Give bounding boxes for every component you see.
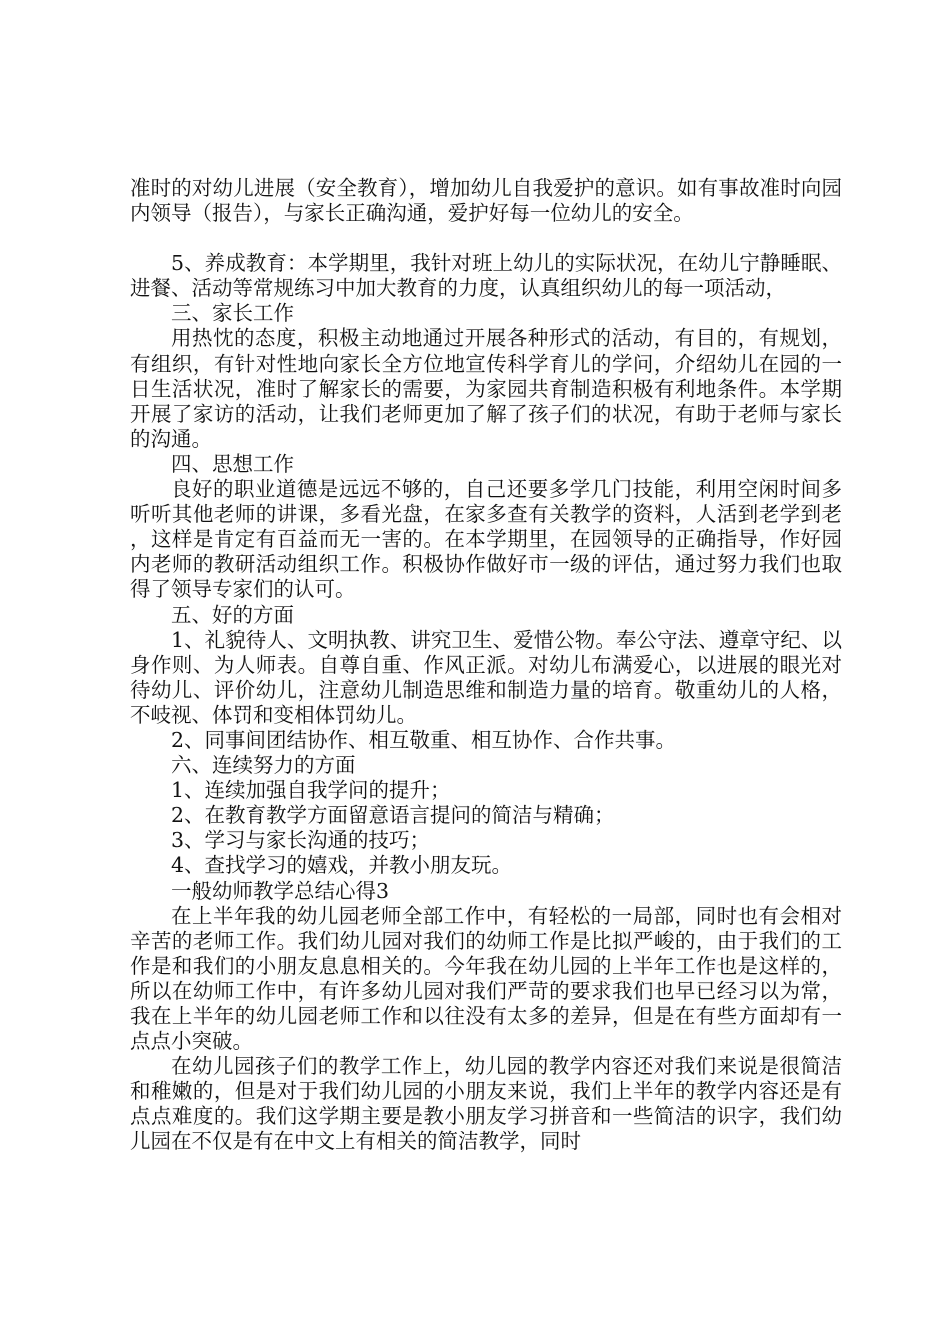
paragraph-ideological-work: 良好的职业道德是远远不够的，自己还要多学几门技能，利用空闲时间多听听其他老师的讲课，多看光盘，在家多查有关教学的资料，人活到老学到老，这样是肯定有百益而无一害的。在本学期里，在园领导的正确指导，作好园内老师的教研活动组织工作。积极协作做好市一级的评估，通过努力我们也取得了领导专家们的认可。	[130, 477, 842, 602]
paragraph-gap	[130, 226, 842, 251]
paragraph-parent-work: 用热忱的态度，积极主动地通过开展各种形式的活动，有目的，有规划，有组织，有针对性地向家长全方位地宣传科学育儿的学问，介绍幼儿在园的一日生活状况，准时了解家长的需要，为家园共育制造积极有利地条件。本学期开展了家访的活动，让我们老师更加了解了孩子们的状况，有助于老师与家长的沟通。	[130, 326, 842, 451]
list-item-effort-4: 4、查找学习的嬉戏，并教小朋友玩。	[171, 853, 513, 878]
heading-parent-work: 三、家长工作	[171, 301, 294, 326]
paragraph-habit-education: 5、养成教育：本学期里，我针对班上幼儿的实际状况，在幼儿宁静睡眠、进餐、活动等常规练习中加大教育的力度，认真组织幼儿的每一项活动，	[130, 251, 842, 301]
paragraph-good-aspect-1: 1、礼貌待人、文明执教、讲究卫生、爱惜公物。奉公守法、遵章守纪、以身作则、为人师表。自尊自重、作风正派。对幼儿布满爱心，以进展的眼光对待幼儿、评价幼儿，注意幼儿制造思维和制造力量的培育。敬重幼儿的人格，不岐视、体罚和变相体罚幼儿。	[130, 627, 842, 727]
heading-continued-efforts: 六、连续努力的方面	[171, 753, 356, 778]
heading-good-aspects: 五、好的方面	[171, 602, 294, 627]
list-item-effort-2: 2、在教育教学方面留意语言提问的简洁与精确；	[171, 803, 615, 828]
list-item-effort-3: 3、学习与家长沟通的技巧；	[171, 828, 431, 853]
section-title-summary-3: 一般幼师教学总结心得3	[171, 878, 390, 903]
paragraph-good-aspect-2: 2、同事间团结协作、相互敬重、相互协作、合作共事。	[171, 727, 677, 752]
paragraph-first-half-work: 在上半年我的幼儿园老师全部工作中，有轻松的一局部，同时也有会相对辛苦的老师工作。我们幼儿园对我们的幼师工作是比拟严峻的，由于我们的工作是和我们的小朋友息息相关的。今年我在幼儿园的上半年工作也是这样的，所以在幼师工作中，有许多幼儿园对我们严苛的要求我们也早已经习以为常，我在上半年的幼儿园老师工作和以往没有太多的差异，但是在有些方面却有一点点小突破。	[130, 903, 842, 1054]
document-body	[130, 176, 842, 1155]
heading-ideological-work: 四、思想工作	[171, 451, 294, 476]
paragraph-teaching-content: 在幼儿园孩子们的教学工作上，幼儿园的教学内容还对我们来说是很简洁和稚嫩的，但是对于我们幼儿园的小朋友来说，我们上半年的教学内容还是有点点难度的。我们这学期主要是教小朋友学习拼音和一些简洁的识字，我们幼儿园在不仅是有在中文上有相关的简洁教学，同时	[130, 1054, 842, 1154]
list-item-effort-1: 1、连续加强自我学问的提升；	[171, 778, 451, 803]
paragraph-safety-continued: 准时的对幼儿进展（安全教育），增加幼儿自我爱护的意识。如有事故准时向园内领导（报告），与家长正确沟通，爱护好每一位幼儿的安全。	[130, 176, 842, 226]
